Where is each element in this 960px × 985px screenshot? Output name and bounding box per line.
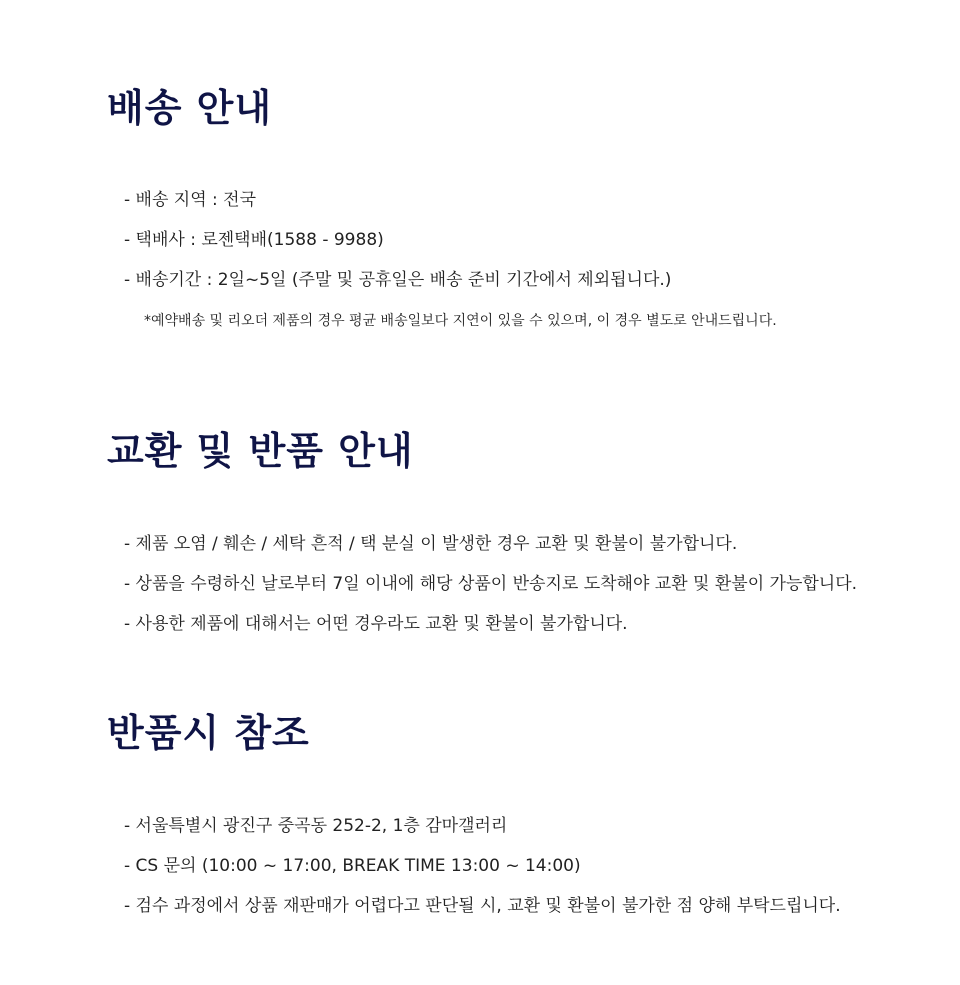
returns-inspection-item: - 검수 과정에서 상품 재판매가 어렵다고 판단될 시, 교환 및 환불이 불가한 점 양해 부탁드립니다. (124, 896, 841, 916)
returns-address-item: - 서울특별시 광진구 중곡동 252-2, 1층 감마갤러리 (124, 816, 508, 836)
shipping-period-item: - 배송기간 : 2일~5일 (주말 및 공휴일은 배송 준비 기간에서 제외됩니다.) (124, 270, 672, 290)
returns-title: 반품시 참조 (107, 711, 310, 755)
shipping-delay-note: *예약배송 및 리오더 제품의 경우 평균 배송일보다 지연이 있을 수 있으며, 이 경우 별도로 안내드립니다. (144, 313, 777, 329)
exchange-condition-item: - 제품 오염 / 훼손 / 세탁 흔적 / 택 분실 이 발생한 경우 교환 및 환불이 불가합니다. (124, 534, 738, 554)
shipping-region-item: - 배송 지역 : 전국 (124, 190, 257, 210)
exchange-deadline-item: - 상품을 수령하신 날로부터 7일 이내에 해당 상품이 반송지로 도착해야 교환 및 환불이 가능합니다. (124, 574, 858, 594)
returns-cs-hours-item: - CS 문의 (10:00 ~ 17:00, BREAK TIME 13:00 ~ 14:00) (124, 856, 581, 876)
exchange-title: 교환 및 반품 안내 (107, 429, 414, 473)
shipping-courier-item: - 택배사 : 로젠택배(1588 - 9988) (124, 230, 384, 250)
exchange-list (124, 524, 857, 644)
exchange-used-item: - 사용한 제품에 대해서는 어떤 경우라도 교환 및 환불이 불가합니다. (124, 614, 628, 634)
shipping-list (124, 180, 671, 300)
shipping-title: 배송 안내 (107, 86, 273, 130)
returns-list (124, 806, 841, 926)
